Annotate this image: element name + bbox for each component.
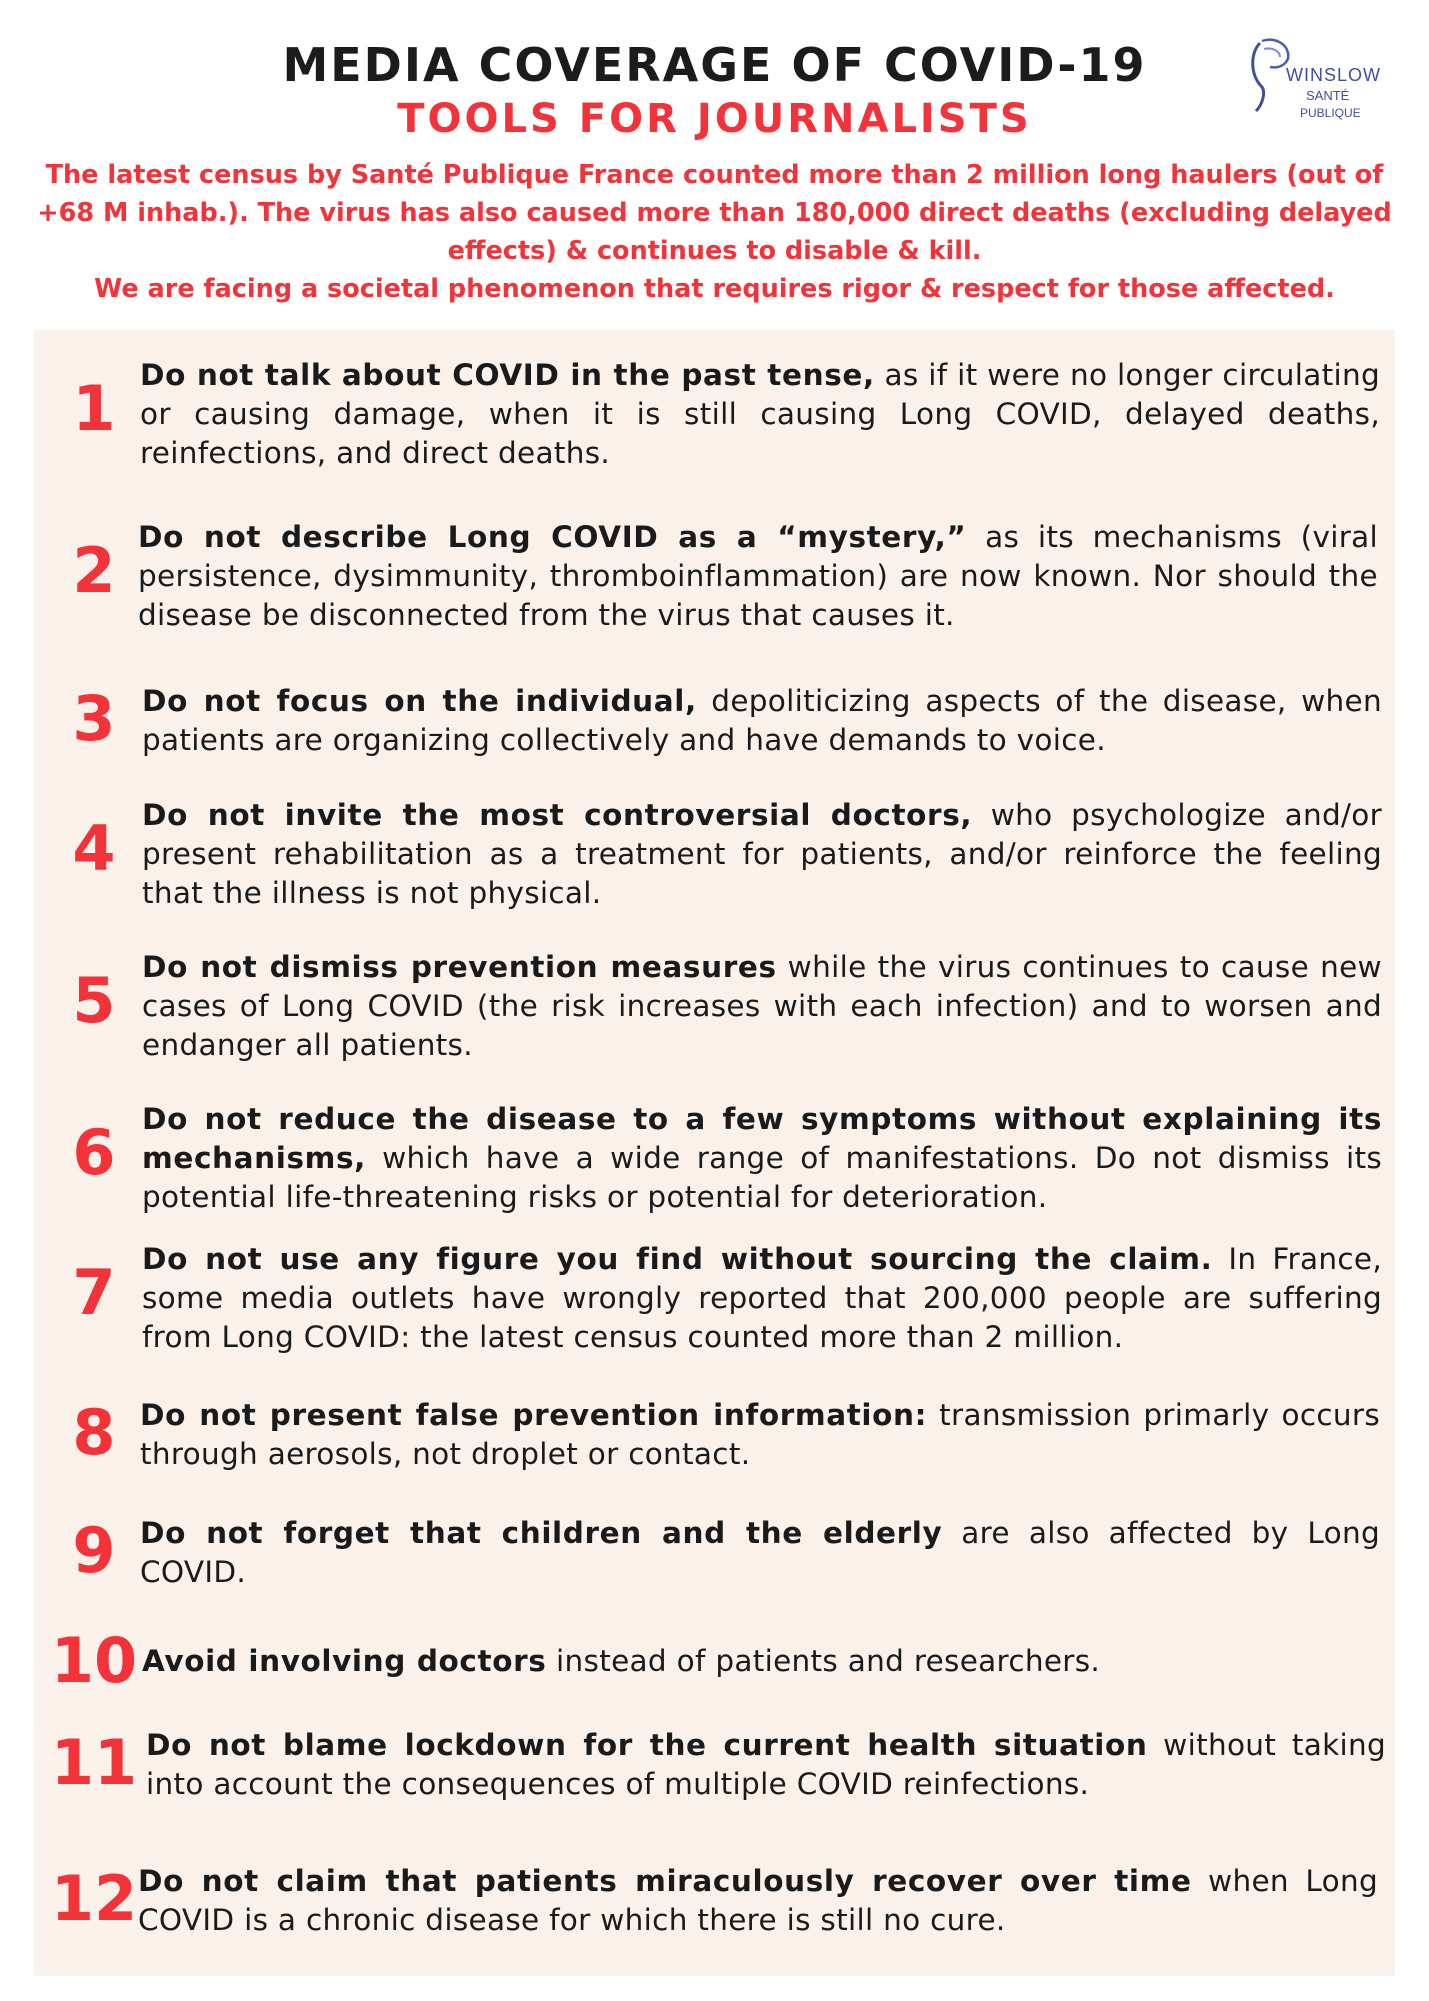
guideline-number: 5 bbox=[72, 964, 116, 1037]
guideline-rest: which have a wide range of manifestations. Do not dismiss its potential life-threatening risks or potential for deterioration. bbox=[142, 1141, 1382, 1214]
guideline-rest: instead of patients and researchers. bbox=[546, 1644, 1101, 1678]
guideline-rest: transmission primarly occurs through aerosols, not droplet or contact. bbox=[140, 1398, 1380, 1471]
page-title: MEDIA COVERAGE OF COVID-19 bbox=[282, 38, 1147, 92]
guideline-rest: without taking into account the consequences of multiple COVID reinfections. bbox=[146, 1728, 1386, 1801]
guideline-text bbox=[142, 1240, 1382, 1357]
guideline-bold: Do not reduce the disease to a few symptoms without explaining its mechanisms, bbox=[142, 1102, 1382, 1175]
guideline-rest: as if it were no longer circulating or causing damage, when it is still causing Long COVID, delayed deaths, reinfections, and direct deaths. bbox=[140, 358, 1380, 470]
guideline-number: 9 bbox=[72, 1514, 116, 1587]
guideline-rest: are also affected by Long COVID. bbox=[140, 1516, 1380, 1589]
guideline-bold: Do not describe Long COVID as a “mystery,” bbox=[138, 520, 967, 554]
guideline-number: 8 bbox=[72, 1396, 116, 1469]
guideline-bold: Do not blame lockdown for the current health situation bbox=[146, 1728, 1148, 1762]
guideline-bold: Do not present false prevention information: bbox=[140, 1398, 928, 1432]
guideline-number: 4 bbox=[72, 812, 116, 885]
guideline-number: 6 bbox=[72, 1116, 116, 1189]
guideline-bold: Avoid involving doctors bbox=[142, 1644, 547, 1678]
guideline-text bbox=[140, 1396, 1380, 1474]
guideline-text bbox=[140, 1514, 1380, 1592]
guideline-text bbox=[142, 796, 1382, 913]
guideline-text bbox=[138, 518, 1378, 635]
logo-line-1: WINSLOW bbox=[1286, 65, 1381, 85]
intro-line-2: We are facing a societal phenomenon that requires rigor & respect for those affected. bbox=[94, 274, 1335, 304]
guideline-text bbox=[138, 1862, 1378, 1940]
guideline-number: 3 bbox=[72, 682, 116, 755]
intro-statement bbox=[34, 156, 1395, 308]
guideline-rest: In France, some media outlets have wrongly reported that 200,000 people are suffering from Long COVID: the latest census counted more than 2 million. bbox=[142, 1242, 1383, 1354]
guideline-bold: Do not focus on the individual, bbox=[142, 684, 697, 718]
guideline-number: 7 bbox=[72, 1256, 116, 1329]
guideline-number: 12 bbox=[50, 1862, 138, 1935]
winslow-logo bbox=[1240, 30, 1390, 130]
guideline-bold: Do not dismiss prevention measures bbox=[142, 950, 777, 984]
guideline-bold: Do not invite the most controversial doctors, bbox=[142, 798, 973, 832]
guideline-rest: when Long COVID is a chronic disease for which there is still no cure. bbox=[138, 1864, 1379, 1937]
guideline-text bbox=[142, 1100, 1382, 1217]
guideline-bold: Do not forget that children and the elderly bbox=[140, 1516, 943, 1550]
logo-line-3: PUBLIQUE bbox=[1300, 106, 1361, 120]
guideline-text bbox=[140, 356, 1380, 473]
page-subtitle: TOOLS FOR JOURNALISTS bbox=[397, 96, 1032, 142]
guideline-rest: while the virus continues to cause new cases of Long COVID (the risk increases with each infection) and to worsen and endanger all patients. bbox=[142, 950, 1382, 1062]
guideline-rest: depoliticizing aspects of the disease, when patients are organizing collectively and have demands to voice. bbox=[142, 684, 1382, 757]
guideline-text bbox=[142, 948, 1382, 1065]
guideline-text bbox=[142, 682, 1382, 760]
guideline-number: 11 bbox=[50, 1726, 138, 1799]
guideline-number: 1 bbox=[72, 372, 116, 445]
guidelines-panel bbox=[34, 330, 1395, 1976]
guideline-bold: Do not talk about COVID in the past tense, bbox=[140, 358, 875, 392]
guideline-text bbox=[146, 1726, 1386, 1804]
logo-line-2: SANTÉ bbox=[1306, 88, 1350, 103]
guideline-number: 10 bbox=[50, 1624, 138, 1697]
guideline-bold: Do not use any figure you find without sourcing the claim. bbox=[142, 1242, 1213, 1276]
intro-line-1: The latest census by Santé Publique France counted more than 2 million long haulers (out of +68 M inhab.). The virus has also caused more than 180,000 direct deaths (excluding delayed effects) & continues to disable & kill. bbox=[37, 160, 1392, 266]
guideline-rest: as its mechanisms (viral persistence, dysimmunity, thromboinflammation) are now known. Nor should the disease be disconnected from the virus that causes it. bbox=[138, 520, 1378, 632]
guideline-rest: who psychologize and/or present rehabilitation as a treatment for patients, and/or reinforce the feeling that the illness is not physical. bbox=[142, 798, 1382, 910]
guideline-number: 2 bbox=[72, 534, 116, 607]
guideline-text bbox=[142, 1642, 1382, 1681]
guideline-bold: Do not claim that patients miraculously recover over time bbox=[138, 1864, 1192, 1898]
